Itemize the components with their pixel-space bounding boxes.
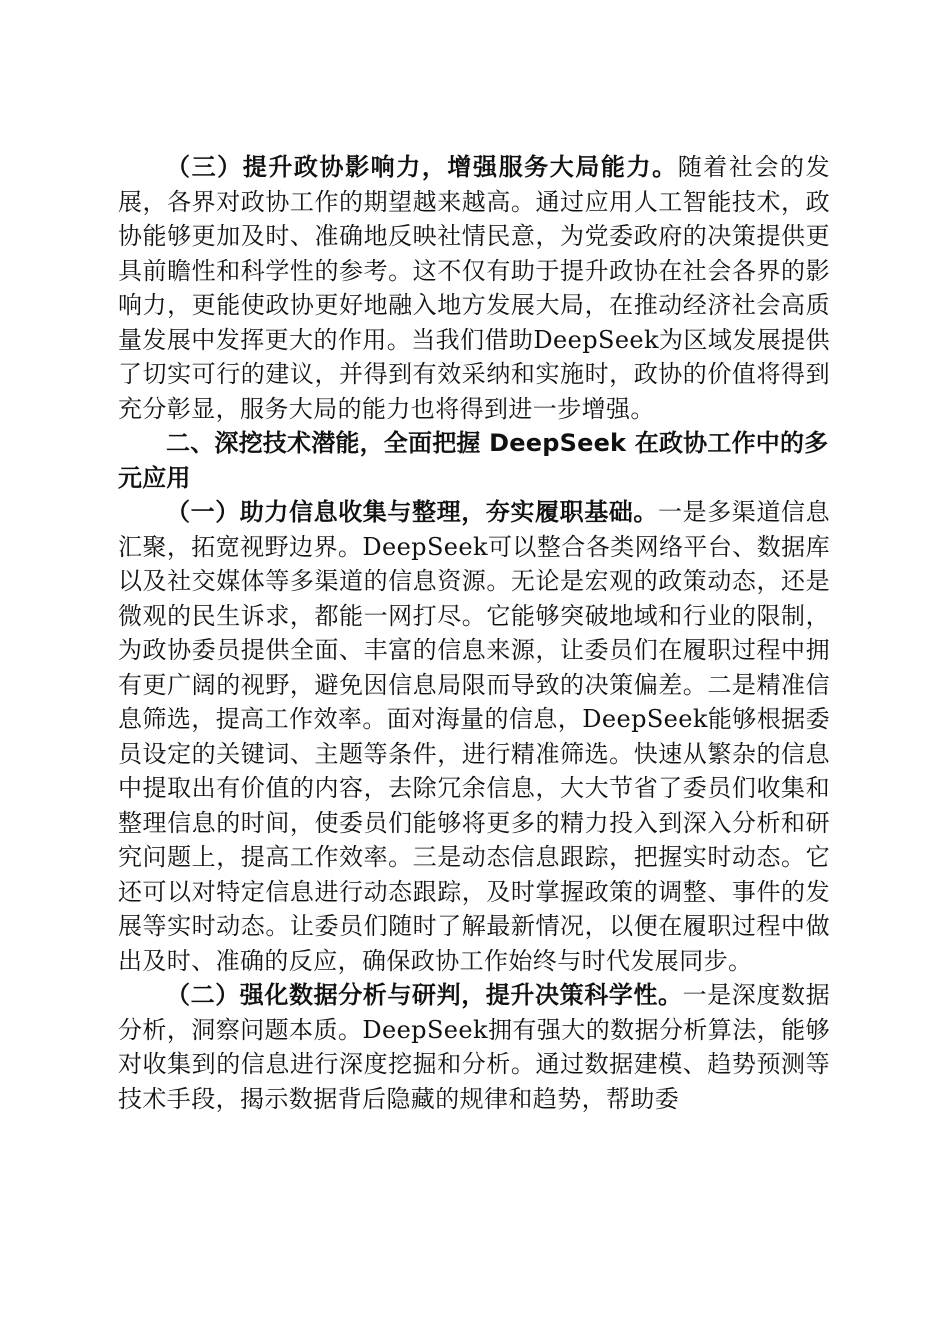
paragraph-enhance-influence	[118, 150, 830, 426]
paragraph-text: 随着社会的发展，各界对政协工作的期望越来越高。通过应用人工智能技术，政协能够更加及时、准确地反映社情民意，为党委政府的决策提供更具前瞻性和科学性的参考。这不仅有助于提升政协在社会各界的影响力，更能使政协更好地融入地方发展大局，在推动经济社会高质量发展中发挥更大的作用。当我们借助DeepSeek为区域发展提供了切实可行的建议，并得到有效采纳和实施时，政协的价值将得到充分彰显，服务大局的能力也将得到进一步增强。	[118, 153, 831, 423]
paragraph-information-collection	[118, 495, 830, 978]
paragraph-data-analysis	[118, 978, 830, 1116]
paragraph-text: 一是深度数据分析，洞察问题本质。DeepSeek拥有强大的数据分析算法，能够对收集到的信息进行深度挖掘和分析。通过数据建模、趋势预测等技术手段，揭示数据背后隐藏的规律和趋势，帮助委	[118, 981, 830, 1113]
document-body	[118, 150, 830, 1116]
subsection-heading: （二）强化数据分析与研判，提升决策科学性。	[166, 980, 683, 1009]
subsection-heading: （一）助力信息收集与整理，夯实履职基础。	[166, 497, 658, 526]
section-heading: 二、深挖技术潜能，全面把握 DeepSeek 在政协工作中的多元应用	[118, 429, 829, 492]
subsection-heading: （三）提升政协影响力，增强服务大局能力。	[166, 152, 678, 181]
paragraph-text: 一是多渠道信息汇聚，拓宽视野边界。DeepSeek可以整合各类网络平台、数据库以及社交媒体等多渠道的信息资源。无论是宏观的政策动态，还是微观的民生诉求，都能一网打尽。它能够突破地域和行业的限制，为政协委员提供全面、丰富的信息来源，让委员们在履职过程中拥有更广阔的视野，避免因信息局限而导致的决策偏差。二是精准信息筛选，提高工作效率。面对海量的信息，DeepSeek能够根据委员设定的关键词、主题等条件，进行精准筛选。快速从繁杂的信息中提取出有价值的内容，去除冗余信息，大大节省了委员们收集和整理信息的时间，使委员们能够将更多的精力投入到深入分析和研究问题上，提高工作效率。三是动态信息跟踪，把握实时动态。它还可以对特定信息进行动态跟踪，及时掌握政策的调整、事件的发展等实时动态。让委员们随时了解最新情况，以便在履职过程中做出及时、准确的反应，确保政协工作始终与时代发展同步。	[118, 498, 830, 975]
